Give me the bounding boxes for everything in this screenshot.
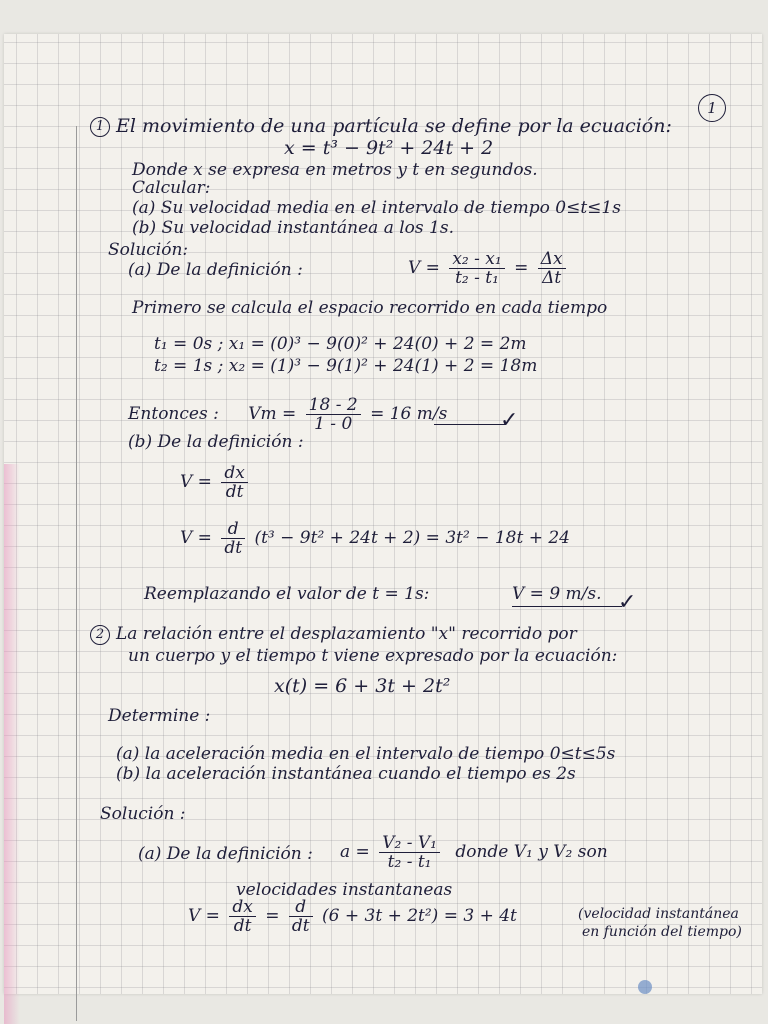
dx-dt-fraction: $\frac{dx}{dt}$ — [221, 464, 247, 501]
page-edge-tint — [4, 464, 20, 1024]
problem-1-reemplazando: Reemplazando el valor de t = 1s: — [144, 584, 430, 604]
problem-1-solucion: Solución: — [108, 240, 189, 260]
acceleration-fraction: $\frac{\text{V₂ - V₁}}{\text{t₂ - t₁}}$ — [379, 834, 440, 871]
problem-1-statement: 1 El movimiento de una partícula se define por la ecuación: — [90, 116, 672, 137]
acceleration-formula: a = $\frac{\text{V₂ - V₁}}{\text{t₂ - t₁}}$ donde V₁ y V₂ son — [340, 833, 608, 872]
problem-1-b-definition: (b) De la definición : — [128, 432, 304, 452]
problem-2-velocidades: velocidades instantaneas — [236, 880, 453, 900]
velocity-derivative: V = $\frac{dx}{dt}$ — [180, 464, 252, 501]
mean-velocity-formula: V = $\frac{\text{x₂ - x₁}}{\text{t₂ - t₁}}$ = $\frac{\Delta x}{\Delta t}$ — [408, 250, 570, 287]
check-mark-2: ✓ — [618, 590, 637, 615]
problem-2-a-definition: (a) De la definición : — [138, 844, 313, 864]
problem-2-determine: Determine : — [108, 706, 211, 726]
problem-2-statement-2: un cuerpo y el tiempo t viene expresado por la ecuación: — [128, 646, 618, 666]
velocity-expression: V = $\frac{d}{dt}$ (t³ − 9t² + 24t + 2) = 3t² − 18t + 24 — [180, 519, 570, 558]
blue-stamp-icon — [638, 980, 652, 994]
problem-1-item-b: (b) Su velocidad instantánea a los 1s. — [132, 218, 454, 238]
problem-2-note-2: en función del tiempo) — [582, 924, 742, 940]
problem-1-t2-line: t₂ = 1s ; x₂ = (1)³ − 9(1)² + 24(1) + 2 = 18m — [154, 356, 538, 376]
problem-2-number: 2 — [90, 625, 110, 645]
problem-2-statement-1: 2 La relación entre el desplazamiento "x" recorrido por — [90, 624, 577, 645]
problem-1-primero: Primero se calcula el espacio recorrido en cada tiempo — [132, 298, 608, 318]
problem-1-donde: Donde x se expresa en metros y t en segundos. — [132, 160, 538, 180]
problem-1-entonces: Entonces : Vm = $\frac{18 - 2}{1 - 0}$ = 16 m/s — [128, 395, 448, 434]
p2-dx-dt-fraction: $\frac{dx}{dt}$ — [229, 898, 255, 935]
check-mark: ✓ — [500, 408, 519, 433]
problem-1-calcular: Calcular: — [132, 178, 211, 198]
p2-d-dt-fraction: $\frac{d}{dt}$ — [289, 898, 313, 935]
page-number: 1 — [698, 94, 726, 122]
problem-2-item-a: (a) la aceleración media en el intervalo de tiempo 0≤t≤5s — [116, 744, 616, 764]
d-dt-fraction: $\frac{d}{dt}$ — [221, 520, 245, 557]
result-underline — [434, 424, 506, 425]
problem-1-number: 1 — [90, 117, 110, 137]
notebook-page — [4, 34, 762, 994]
mean-velocity-fraction: $\frac{\text{x₂ - x₁}}{\text{t₂ - t₁}}$ — [449, 250, 504, 287]
problem-1-a-definition: (a) De la definición : — [128, 260, 303, 280]
result-underline-2 — [512, 606, 622, 607]
problem-1-item-a: (a) Su velocidad media en el intervalo de tiempo 0≤t≤1s — [132, 198, 621, 218]
problem-2-note-1: (velocidad instantánea — [578, 906, 739, 922]
margin-line — [76, 126, 77, 1021]
problem-2-solucion: Solución : — [100, 804, 186, 824]
problem-2-item-b: (b) la aceleración instantánea cuando el tiempo es 2s — [116, 764, 576, 784]
problem-1-equation: x = t³ − 9t² + 24t + 2 — [284, 137, 494, 159]
delta-fraction: $\frac{\Delta x}{\Delta t}$ — [538, 250, 566, 287]
problem-2-velocity-expression: V = $\frac{dx}{dt}$ = $\frac{d}{dt}$ (6 + 3t + 2t²) = 3 + 4t — [188, 897, 517, 936]
problem-2-equation: x(t) = 6 + 3t + 2t² — [274, 675, 451, 697]
problem-1-velocity-result: V = 9 m/s. — [512, 584, 602, 604]
problem-1-t1-line: t₁ = 0s ; x₁ = (0)³ − 9(0)² + 24(0) + 2 = 2m — [154, 334, 527, 354]
vm-calc-fraction: $\frac{18 - 2}{1 - 0}$ — [306, 396, 361, 433]
